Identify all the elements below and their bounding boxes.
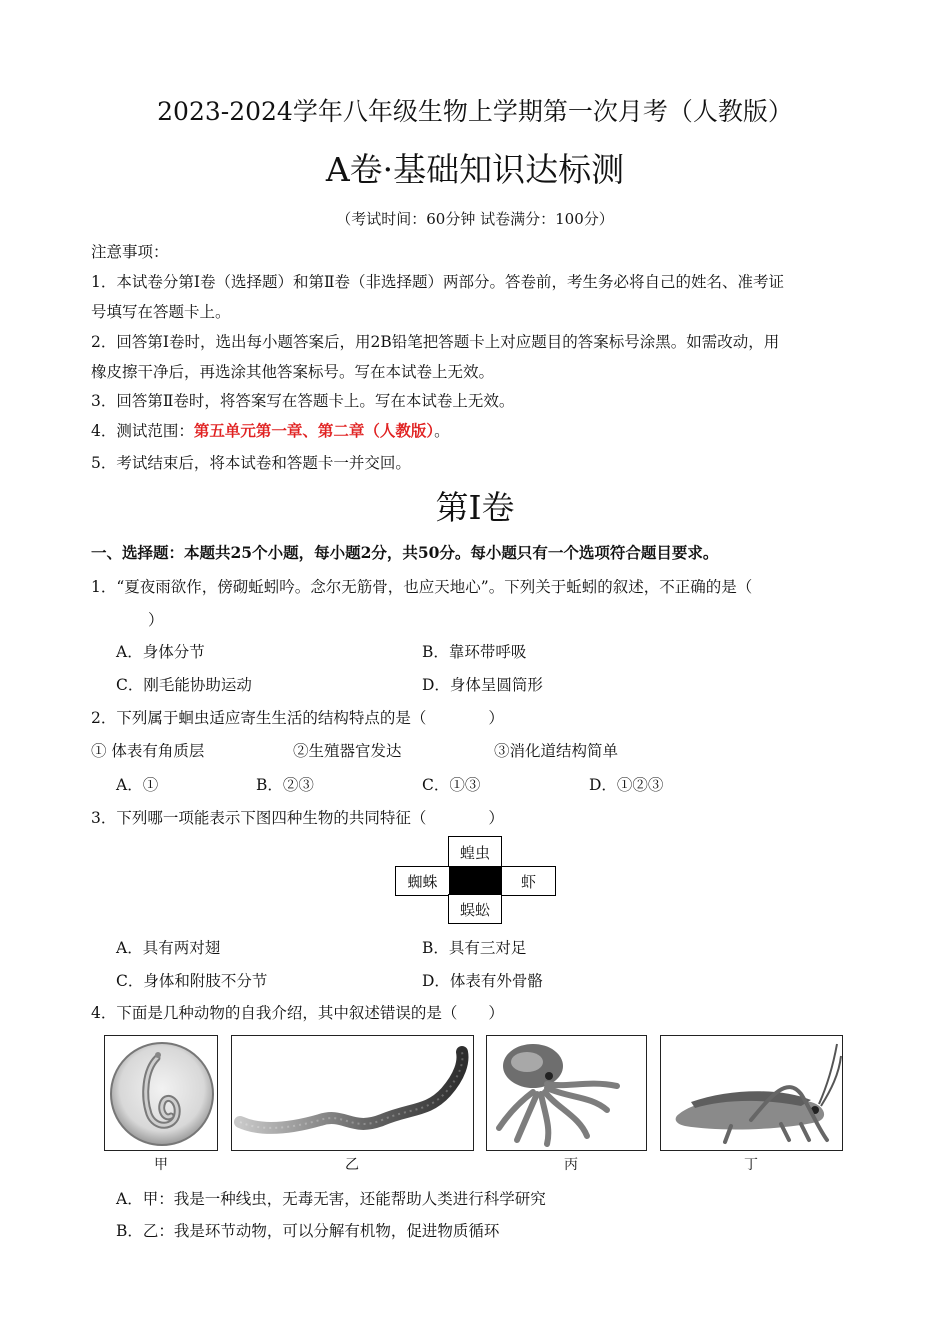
exam-title: 2023-2024学年八年级生物上学期第一次月考（人教版） <box>157 97 793 126</box>
test-scope: 第五单元第一章、第二章（人教版） <box>193 421 435 440</box>
q1-option-c: C．刚毛能协助运动 <box>116 676 252 694</box>
q1-stem-line-1: 1．“夏夜雨欲作，傍砌蚯蚓吟。念尔无筋骨，也应天地心”。下列关于蚯蚓的叙述，不正确的是（ <box>91 578 753 596</box>
q2-option-d: D．①②③ <box>589 776 664 794</box>
nematode-image <box>104 1035 218 1151</box>
q3-stem: 3．下列哪一项能表示下图四种生物的共同特征（ ） <box>91 809 504 827</box>
octopus-image <box>486 1035 647 1151</box>
grid-cell-locust: 蝗虫 <box>448 836 502 868</box>
grid-center-block <box>449 866 502 896</box>
q3-option-c: C．身体和附肢不分节 <box>116 972 268 990</box>
q4-option-a: A．甲：我是一种线虫，无毒无害，还能帮助人类进行科学研究 <box>116 1190 546 1208</box>
q2-option-b: B．②③ <box>256 776 314 794</box>
q4-option-b: B．乙：我是环节动物，可以分解有机物，促进物质循环 <box>116 1222 500 1240</box>
part-one-heading: 一、选择题：本题共25个小题，每小题2分，共50分。每小题只有一个选项符合题目要求。 <box>91 543 719 562</box>
notice-heading: 注意事项： <box>91 243 169 261</box>
notice-item-4-prefix: 4．测试范围： <box>91 422 194 440</box>
grid-cell-spider: 蜘蛛 <box>395 866 450 896</box>
notice-item-3: 3．回答第Ⅱ卷时，将答案写在答题卡上。写在本试卷上无效。 <box>91 392 515 410</box>
exam-info: （考试时间：60分钟 试卷满分：100分） <box>336 210 614 228</box>
q1-option-a: A．身体分节 <box>116 643 205 661</box>
q4-stem: 4．下面是几种动物的自我介绍，其中叙述错误的是（ ） <box>91 1004 504 1022</box>
grid-cell-centipede: 蜈蚣 <box>448 894 502 924</box>
q3-option-a: A．具有两对翅 <box>116 939 221 957</box>
q1-option-d: D．身体呈圆筒形 <box>422 676 543 694</box>
caption-bing: 丙 <box>564 1157 578 1173</box>
q3-option-b: B．具有三对足 <box>422 939 527 957</box>
q1-option-b: B．靠环带呼吸 <box>422 643 527 661</box>
q3-option-d: D．体表有外骨骼 <box>422 972 543 990</box>
q1-stem-line-2: ） <box>148 611 164 629</box>
grid-cell-shrimp: 虾 <box>501 866 556 896</box>
notice-item-4-suffix: 。 <box>434 422 450 440</box>
caption-yi: 乙 <box>345 1157 359 1173</box>
exam-subtitle: A卷·基础知识达标测 <box>325 150 625 189</box>
q2-option-a: A．① <box>116 776 159 794</box>
notice-item-1-line-1: 1．本试卷分第Ⅰ卷（选择题）和第Ⅱ卷（非选择题）两部分。答卷前，考生务必将自己的姓名、准考证 <box>91 273 785 291</box>
notice-item-2-line-1: 2．回答第Ⅰ卷时，选出每小题答案后，用2B铅笔把答题卡上对应题目的答案标号涂黑。如需改动，用 <box>91 333 780 351</box>
q2-statement-2: ②生殖器官发达 <box>293 742 402 760</box>
q2-statement-1: ① 体表有角质层 <box>91 742 205 760</box>
caption-ding: 丁 <box>744 1157 758 1173</box>
section-title: 第Ⅰ卷 <box>435 488 515 527</box>
caption-jia: 甲 <box>154 1157 168 1173</box>
q2-option-c: C．①③ <box>422 776 481 794</box>
grasshopper-image <box>660 1035 843 1151</box>
notice-item-2-line-2: 橡皮擦干净后，再选涂其他答案标号。写在本试卷上无效。 <box>91 363 495 381</box>
notice-item-5: 5．考试结束后，将本试卷和答题卡一并交回。 <box>91 454 411 472</box>
notice-item-1-line-2: 号填写在答题卡上。 <box>91 303 231 321</box>
q2-statement-3: ③消化道结构简单 <box>494 742 619 760</box>
notice-item-4 <box>91 419 450 441</box>
q2-stem: 2．下列属于蛔虫适应寄生生活的结构特点的是（ ） <box>91 709 504 727</box>
earthworm-image <box>231 1035 474 1151</box>
